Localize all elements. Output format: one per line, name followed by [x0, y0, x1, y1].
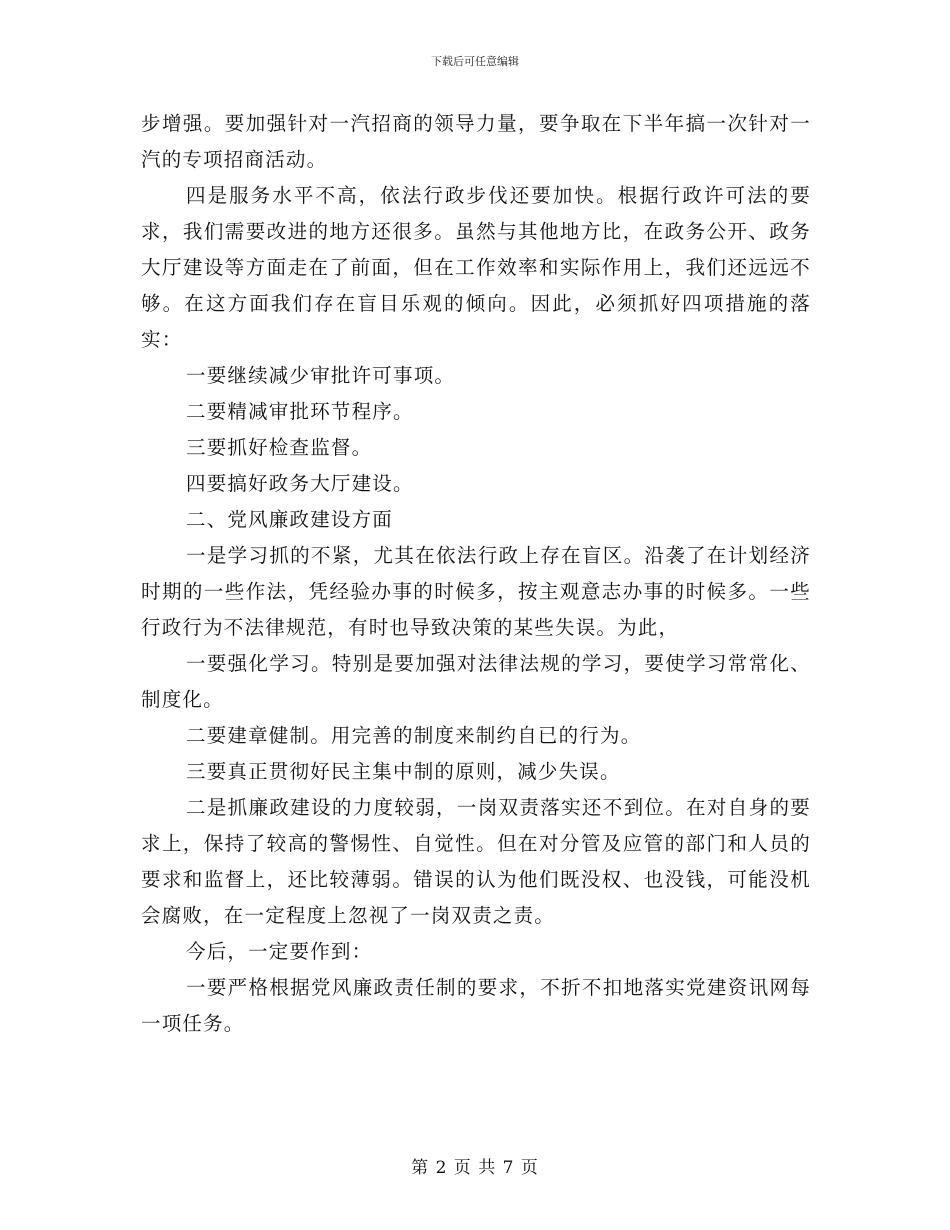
page-footer: 第 2 页 共 7 页: [411, 1158, 539, 1178]
paragraph-9: 一要强化学习。特别是要加强对法律法规的学习，要使学习常常化、制度化。: [141, 652, 811, 711]
paragraph-6: 四要搞好政务大厅建设。: [186, 472, 414, 495]
page-header: 下载后可任意编辑: [431, 55, 519, 68]
paragraph-13: 今后，一定要作到：: [186, 940, 373, 963]
paragraph-8: 一是学习抓的不紧，尤其在依法行政上存在盲区。沿袭了在计划经济时期的一些作法，凭经验办事的时候多，按主观意志办事的时候多。一些行政行为不法律规范，有时也导致决策的某些失误。为此，: [141, 544, 811, 639]
paragraph-4: 二要精减审批环节程序。: [186, 400, 414, 423]
paragraph-14: 一要严格根据党风廉政责任制的要求，不折不扣地落实党建资讯网每一项任务。: [141, 976, 811, 1035]
paragraph-12: 二是抓廉政建设的力度较弱，一岗双责落实还不到位。在对自身的要求上，保持了较高的警惕性、自觉性。但在对分管及应管的部门和人员的要求和监督上，还比较薄弱。错误的认为他们既没权、也没钱，可能没机会腐败，在一定程度上忽视了一岗双责之责。: [141, 796, 811, 927]
paragraph-5: 三要抓好检查监督。: [186, 436, 373, 459]
paragraph-10: 二要建章健制。用完善的制度来制约自已的行为。: [186, 724, 642, 747]
paragraph-1: 步增强。要加强针对一汽招商的领导力量，要争取在下半年搞一次针对一汽的专项招商活动。: [141, 112, 811, 171]
paragraph-11: 三要真正贯彻好民主集中制的原则，减少失误。: [186, 760, 621, 783]
section-heading: 二、党风廉政建设方面: [186, 508, 394, 531]
paragraph-3: 一要继续减少审批许可事项。: [186, 364, 456, 387]
paragraph-2: 四是服务水平不高，依法行政步伐还要加快。根据行政许可法的要求，我们需要改进的地方还很多。虽然与其他地方比，在政务公开、政务大厅建设等方面走在了前面，但在工作效率和实际作用上，我们还远远不够。在这方面我们存在盲目乐观的倾向。因此，必须抓好四项措施的落实：: [141, 184, 811, 351]
document-body: [141, 106, 811, 1042]
